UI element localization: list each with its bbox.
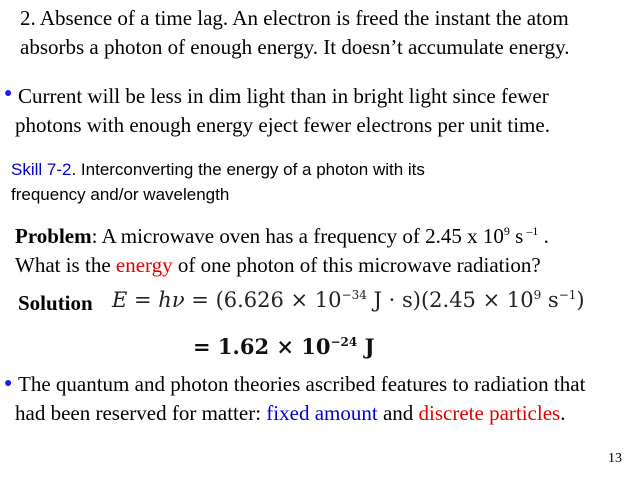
bullet2-line1: The quantum and photon theories ascribed features to radiation that [18,372,586,396]
eq1-exp2: 9 [533,288,542,302]
problem-end: . [538,224,549,248]
solution-label: Solution [18,291,93,315]
page-number: 13 [608,451,622,466]
problem-unit: s [509,224,524,248]
eq1-term2-unit: s [541,288,559,312]
eq2-text: = 1.62 × 10 [193,334,331,359]
eq1-lhs: E = hν = [112,288,209,312]
eq1-term1-unit: J · s)(2.45 × 10 [366,288,534,312]
problem-label: Problem [15,224,92,248]
energy-highlight: energy [115,253,173,277]
fixed-amount-highlight: fixed amount [266,401,378,425]
problem-unit-exponent: –1 [523,224,539,238]
skill-line1 [11,157,425,182]
problem-exponent: 9 [503,224,510,238]
bullet2-line2-mid: and [377,401,419,425]
eq2-unit: J [357,334,375,359]
discrete-particles-highlight: discrete particles [418,401,561,425]
point2-line2: absorbs a photon of enough energy. It doesn’t accumulate energy. [20,35,570,59]
bullet-icon: ● [4,86,13,101]
skill-title-part1: . Interconverting the energy of a photon with its [71,160,425,179]
problem-line2-after: of one photon of this microwave radiation? [172,253,541,277]
bullet1-line2: photons with enough energy eject fewer electrons per unit time. [15,113,550,137]
bullet2-line2-before: had been reserved for matter: [15,401,267,425]
equation-2 [193,334,375,359]
eq1-exp1: −34 [341,288,367,302]
bullet1-line1: Current will be less in dim light than in bright light since fewer [18,84,549,108]
eq1-close: ) [576,288,585,312]
skill-label: Skill 7-2 [11,160,72,179]
eq2-exp: −24 [330,335,358,349]
eq1-term1: (6.626 × 10 [215,288,342,312]
equation-1 [112,288,585,312]
skill-line2: frequency and/or wavelength [11,185,230,204]
problem-line1 [15,222,549,251]
problem-line2 [15,251,541,280]
bullet2-line2-end: . [560,401,566,425]
point2-line1: 2. Absence of a time lag. An electron is freed the instant the atom [20,6,569,30]
bullet-icon: ● [4,376,13,391]
problem-text: : A microwave oven has a frequency of 2.45 x 10 [91,224,504,248]
eq1-exp3: −1 [558,288,577,302]
problem-line2-before: What is the [15,253,116,277]
bullet2-line2 [15,399,565,428]
